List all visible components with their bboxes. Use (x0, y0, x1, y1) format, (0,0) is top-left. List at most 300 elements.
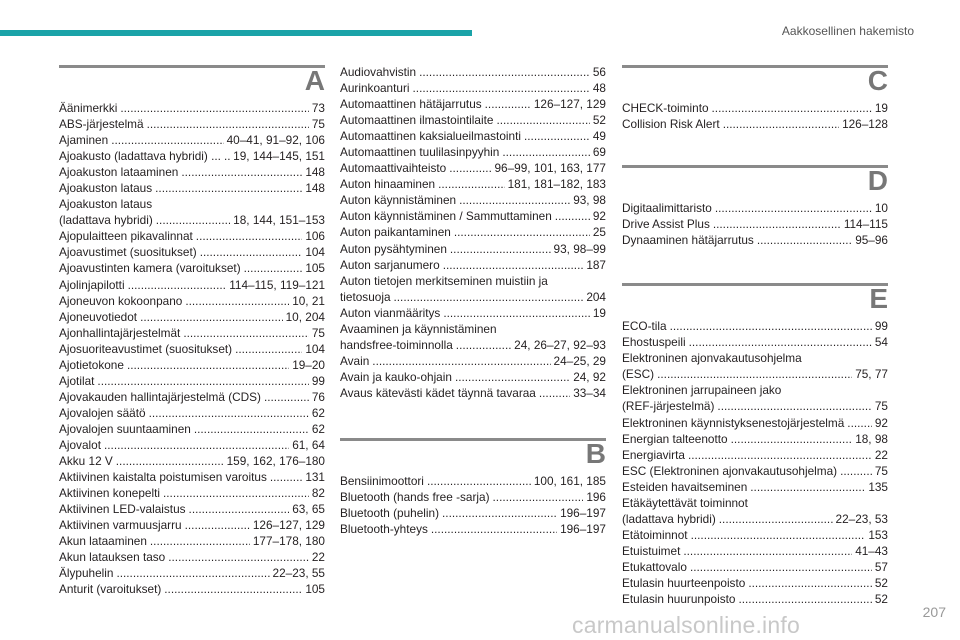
index-entry-term: ECO-tila (622, 319, 667, 334)
index-entry-pages: 19, 144–145, 151 (233, 149, 325, 164)
index-entry (59, 517, 325, 533)
index-entry-pages: 19 (592, 305, 606, 320)
section-rule (622, 283, 888, 286)
index-entry-term: Aktiivinen konepelti (59, 486, 160, 501)
index-entry-pages: 93, 98 (573, 193, 606, 208)
index-entry (59, 100, 325, 116)
index-entry-pages: 73 (311, 101, 325, 115)
index-entry-term: Auton sarjanumero (340, 257, 440, 272)
dot-leader (713, 216, 841, 232)
index-entry (59, 148, 325, 164)
dot-leader (717, 398, 871, 414)
index-entry (59, 421, 325, 437)
index-entry-term: Automaattivaihteisto (340, 161, 447, 176)
index-entry-pages: 96–99, 101, 163, 177 (494, 161, 606, 176)
dot-leader (185, 293, 289, 309)
dot-leader (455, 369, 570, 385)
dot-leader (750, 479, 865, 495)
index-entry-term: Anturit (varoitukset) (59, 582, 162, 597)
index-entry (340, 369, 606, 385)
index-entry-term: Bensiinimoottori (340, 473, 424, 488)
index-entry (59, 469, 325, 485)
index-entry-pages: 22 (311, 550, 325, 565)
index-header-title: Aakkosellinen hakemisto (781, 24, 914, 38)
dot-leader (712, 100, 872, 116)
index-entry-heading: Avaaminen ja käynnistäminen (340, 321, 497, 336)
index-entry-pages: 126–127, 129 (533, 97, 606, 112)
dot-leader (459, 192, 570, 208)
index-entry-term: Akun lataaminen (59, 534, 147, 549)
index-entry-term: Ajovalojen säätö (59, 405, 146, 420)
index-entry-term: Energian talteenotto (622, 431, 728, 446)
index-entry-pages: 62 (311, 405, 325, 420)
section-rule (340, 438, 606, 441)
index-entry-term: Dynaaminen hätäjarrutus (622, 233, 754, 248)
index-entry-term: Etuistuimet (622, 543, 681, 558)
dot-leader (168, 549, 309, 565)
index-entry-term: Avaus kätevästi kädet täynnä tavaraa (340, 385, 536, 400)
dot-leader (690, 559, 872, 575)
index-entry-term: Drive Assist Plus (622, 217, 710, 232)
index-entry-term: (ladattava hybridi) (59, 213, 153, 228)
dot-leader (757, 232, 852, 248)
dot-leader (163, 485, 309, 501)
index-entry-pages: 100, 161, 185 (533, 473, 606, 488)
index-column-2 (340, 64, 606, 537)
section-letter: B (585, 437, 606, 469)
index-entry (340, 353, 606, 369)
index-entry (622, 431, 888, 447)
index-entry-pages: 187 (586, 257, 606, 272)
section-letter: A (304, 65, 325, 96)
index-entry-term: Etukattovalo (622, 559, 687, 574)
dot-leader (688, 447, 872, 463)
index-entry-pages: 75 (874, 399, 888, 414)
dot-leader (155, 180, 302, 196)
index-entry (340, 128, 606, 144)
index-entry-pages: 52 (874, 592, 888, 607)
dot-leader (150, 533, 250, 549)
dot-leader (181, 164, 302, 180)
dot-leader (443, 305, 590, 321)
index-entry (622, 463, 888, 479)
index-entry (622, 527, 888, 543)
index-entry (622, 543, 888, 559)
index-entry (340, 473, 606, 489)
index-entry-pages: 204 (586, 289, 606, 304)
index-entry-pages: 24, 26–27, 92–93 (514, 337, 606, 352)
index-entry (59, 437, 325, 453)
index-entry-term: Aurinkoanturi (340, 81, 410, 96)
index-entry-pages: 82 (311, 486, 325, 501)
index-entry-pages: 105 (305, 582, 325, 597)
index-entry-term: Etulasin huurteenpoisto (622, 575, 746, 590)
index-entry-pages: 41–43 (855, 543, 888, 558)
index-entry (340, 96, 606, 112)
dot-leader (419, 64, 590, 80)
index-entry (622, 100, 888, 116)
dot-leader (270, 469, 302, 485)
index-entry-term: Ajoneuvon kokoonpano (59, 293, 183, 308)
index-entry-pages: 18, 144, 151–153 (233, 213, 325, 228)
index-entry (59, 357, 325, 373)
page-number: 207 (922, 604, 946, 620)
dot-leader (111, 132, 223, 148)
index-entry-term: (REF-järjestelmä) (622, 399, 715, 414)
dot-leader (443, 257, 584, 273)
index-entry-pages: 104 (305, 341, 325, 356)
index-entry-pages: 159, 162, 176–180 (226, 454, 325, 469)
index-entry-term: Automaattinen ilmastointilaite (340, 113, 494, 128)
index-entry-term: Auton käynnistäminen / Sammuttaminen (340, 209, 552, 224)
index-entry-term: Ajoakuston lataaminen (59, 165, 179, 180)
index-entry-term: Esteiden havaitseminen (622, 479, 748, 494)
index-entry-term: Älypuhelin (59, 566, 114, 581)
index-entry-pages: 196–197 (560, 522, 606, 537)
index-entry (59, 389, 325, 405)
section-header-a (59, 56, 325, 100)
index-entry (622, 334, 888, 350)
index-entry-heading: Etäkäytettävät toiminnot (622, 495, 748, 510)
section-header-b (340, 429, 606, 473)
index-entry (59, 373, 325, 389)
dot-leader (502, 144, 590, 160)
index-entry-term: Ajoakusto (ladattava hybridi) ... (59, 149, 221, 164)
index-entry-term: Ajoakuston lataus (59, 181, 153, 196)
index-entry (59, 293, 325, 309)
dot-leader (691, 527, 866, 543)
dot-leader (196, 228, 303, 244)
index-entry-term: Ajovalojen suuntaaminen (59, 421, 191, 436)
dot-leader (264, 389, 309, 405)
index-entry-term: handsfree-toiminnolla (340, 337, 453, 352)
dot-leader (748, 575, 872, 591)
index-entry-heading: Auton tietojen merkitseminen muistiin ja (340, 273, 548, 288)
index-entry-term: tietosuoja (340, 289, 391, 304)
index-entry-pages: 196–197 (560, 506, 606, 521)
dot-leader (164, 581, 302, 597)
dot-leader (140, 309, 283, 325)
index-entry-pages: 181, 181–182, 183 (507, 177, 606, 192)
index-entry-pages: 148 (305, 165, 325, 180)
index-entry-term: ABS-järjestelmä (59, 117, 144, 132)
index-entry (59, 260, 325, 276)
dot-leader (431, 521, 557, 537)
index-entry-pages: 49 (592, 129, 606, 144)
index-entry (340, 521, 606, 537)
dot-leader (235, 341, 302, 357)
index-entry-pages: 75 (874, 463, 888, 478)
index-entry-pages: 22 (874, 447, 888, 462)
dot-leader (723, 116, 839, 132)
dot-leader (224, 148, 230, 164)
index-entry-pages: 92 (592, 209, 606, 224)
index-entry (622, 318, 888, 334)
index-entry-pages: 61, 64 (292, 437, 325, 452)
index-entry-term: Ajosuoriteavustimet (suositukset) (59, 341, 233, 356)
index-entry-pages: 22–23, 55 (272, 566, 325, 581)
index-entry (622, 591, 888, 607)
index-entry-term: Audiovahvistin (340, 65, 417, 79)
index-column-1 (59, 56, 325, 597)
dot-leader (493, 489, 584, 505)
index-entry (59, 341, 325, 357)
index-entry-pages: 48 (592, 81, 606, 96)
index-entry (59, 501, 325, 517)
index-entry-term: Akku 12 V (59, 454, 113, 469)
index-entry-pages: 75 (311, 325, 325, 340)
index-entry-term: Ajoavustinten kamera (varoitukset) (59, 261, 241, 276)
section-entries (340, 64, 606, 401)
index-entry-term: Automaattinen kaksialueilmastointi (340, 129, 521, 144)
index-entry (340, 208, 606, 224)
index-entry-term: Ajoneuvotiedot (59, 309, 138, 324)
index-entry (622, 200, 888, 216)
index-entry-term: Auton hinaaminen (340, 177, 436, 192)
index-entry (59, 453, 325, 469)
section-entries (622, 318, 888, 607)
dot-leader (127, 357, 289, 373)
index-entry-term: Auton pysähtyminen (340, 241, 447, 256)
dot-leader (116, 453, 224, 469)
index-entry-pages: 126–128 (842, 117, 888, 132)
index-entry-pages: 95–96 (855, 233, 888, 248)
index-entry-term: Avain (340, 353, 370, 368)
dot-leader (183, 325, 309, 341)
index-entry-term: Elektroninen käynnistyksenestojärjestelmä (622, 415, 845, 430)
index-entry (622, 511, 888, 527)
index-entry (622, 116, 888, 132)
index-entry-pages: 135 (868, 479, 888, 494)
index-entry (622, 559, 888, 575)
index-entry-term: Auton vianmääritys (340, 305, 441, 320)
dot-leader (657, 366, 852, 382)
dot-leader (450, 241, 551, 257)
index-entry-pages: 126–127, 129 (252, 518, 325, 533)
dot-leader (454, 224, 590, 240)
index-entry-pages: 93, 98–99 (553, 241, 606, 256)
index-entry (622, 366, 888, 382)
header-accent-bar (0, 30, 472, 36)
index-entry (340, 80, 606, 96)
section-entries (59, 100, 325, 597)
index-entry-term: Ajoavustimet (suositukset) (59, 245, 197, 260)
index-entry-pages: 105 (305, 261, 325, 276)
index-entry-pages: 40–41, 91–92, 106 (226, 133, 325, 148)
index-entry-term: Energiavirta (622, 447, 685, 462)
dot-leader (394, 289, 584, 305)
index-entry-term: (ladattava hybridi) (622, 511, 716, 526)
dot-leader (496, 112, 589, 128)
index-entry-term: Aktiivinen LED-valaistus (59, 502, 186, 517)
dot-leader (128, 277, 227, 293)
section-letter: C (867, 65, 888, 96)
index-entry-pages: 18, 98 (855, 431, 888, 446)
index-entry-pages: 24–25, 29 (553, 353, 606, 368)
dot-leader (372, 353, 550, 369)
index-entry (622, 575, 888, 591)
index-entry-pages: 56 (592, 65, 606, 79)
index-entry-pages: 54 (874, 335, 888, 350)
section-header-d (622, 156, 888, 200)
dot-leader (689, 334, 872, 350)
index-entry (59, 164, 325, 180)
section-rule (622, 165, 888, 168)
index-entry (340, 144, 606, 160)
index-column-3 (622, 56, 888, 607)
index-entry (340, 64, 606, 80)
index-entry-term: CHECK-toiminto (622, 101, 709, 115)
index-entry-term: Ajopulaitteen pikavalinnat (59, 229, 193, 244)
index-entry (340, 489, 606, 505)
index-entry-pages: 10, 204 (285, 309, 325, 324)
index-entry-pages: 177–178, 180 (252, 534, 325, 549)
index-entry (59, 212, 325, 228)
dot-leader (719, 511, 833, 527)
index-entry-term: Automaattinen tuulilasinpyyhin (340, 145, 500, 160)
dot-leader (738, 591, 871, 607)
index-entry-pages: 52 (874, 575, 888, 590)
dot-leader (438, 176, 504, 192)
index-entry-term: Digitaalimittaristo (622, 201, 712, 216)
section-letter: E (869, 283, 888, 315)
index-entry-pages: 131 (305, 470, 325, 485)
index-entry-pages: 63, 65 (292, 502, 325, 517)
dot-leader (120, 100, 309, 116)
dot-leader (156, 212, 230, 228)
index-entry-term: Ajaminen (59, 133, 109, 148)
index-entry (59, 116, 325, 132)
index-entry-term: Ajolinjapilotti (59, 277, 125, 292)
index-entry (622, 398, 888, 414)
index-entry-pages: 148 (305, 181, 325, 196)
index-entry-heading: Ajoakuston lataus (59, 197, 153, 212)
index-entry-pages: 106 (305, 229, 325, 244)
section-letter: D (867, 165, 888, 197)
index-entry (59, 228, 325, 244)
index-entry (59, 244, 325, 260)
index-entry-pages: 69 (592, 145, 606, 160)
index-entry-term: Avain ja kauko-ohjain (340, 369, 452, 384)
index-entry-pages: 114–115, 119–121 (229, 277, 325, 292)
index-entry-pages: 10 (874, 201, 888, 216)
index-entry (59, 325, 325, 341)
index-entry-term: ESC (Elektroninen ajonvakautusohjelma) (622, 463, 838, 478)
index-entry (340, 305, 606, 321)
index-entry-pages: 22–23, 53 (835, 511, 888, 526)
index-entry (59, 309, 325, 325)
dot-leader (840, 463, 872, 479)
dot-leader (244, 260, 303, 276)
index-entry-pages: 10, 21 (292, 293, 325, 308)
index-entry-term: Aktiivinen kaistalta poistumisen varoitus (59, 470, 267, 485)
index-entry-term: Bluetooth (hands free -sarja) (340, 490, 490, 505)
index-entry-term: Bluetooth-yhteys (340, 522, 428, 537)
index-entry-term: (ESC) (622, 367, 655, 382)
index-entry-pages: 19–20 (292, 357, 325, 372)
dot-leader (539, 385, 570, 401)
dot-leader (116, 565, 269, 581)
index-entry (59, 405, 325, 421)
index-entry-pages: 99 (311, 373, 325, 388)
index-entry-pages: 104 (305, 245, 325, 260)
dot-leader (194, 421, 309, 437)
dot-leader (670, 318, 872, 334)
index-entry-term: Ajovalot (59, 437, 101, 452)
dot-leader (185, 517, 250, 533)
watermark-text: carmanualsonline.info (572, 612, 800, 638)
index-entry-pages: 24, 92 (573, 369, 606, 384)
section-rule (59, 65, 325, 68)
index-entry (59, 277, 325, 293)
section-header-e (622, 274, 888, 318)
index-entry-pages: 114–115 (843, 217, 888, 232)
index-entry (340, 192, 606, 208)
index-entry (340, 385, 606, 401)
index-entry (622, 415, 888, 431)
index-entry-term: Bluetooth (puhelin) (340, 506, 440, 521)
dot-leader (555, 208, 590, 224)
dot-leader (683, 543, 852, 559)
index-entry (622, 479, 888, 495)
index-entry (622, 232, 888, 248)
index-entry-term: Ehostuspeili (622, 335, 686, 350)
index-entry (622, 216, 888, 232)
index-entry-term: Ajonhallintajärjestelmät (59, 325, 181, 340)
index-entry-term: Ajovakauden hallintajärjestelmä (CDS) (59, 389, 261, 404)
dot-leader (149, 405, 309, 421)
index-entry (340, 160, 606, 176)
index-entry-term: Auton käynnistäminen (340, 193, 457, 208)
index-entry-pages: 76 (311, 389, 325, 404)
dot-leader (442, 505, 557, 521)
index-entry-pages: 52 (592, 113, 606, 128)
section-entries (622, 100, 888, 132)
index-entry-pages: 92 (874, 415, 888, 430)
index-entry (340, 176, 606, 192)
index-entry-term: Automaattinen hätäjarrutus (340, 97, 482, 112)
index-entry (59, 533, 325, 549)
index-entry-term: Auton paikantaminen (340, 225, 451, 240)
index-entry-pages: 33–34 (573, 385, 606, 400)
dot-leader (147, 116, 309, 132)
section-entries (340, 473, 606, 537)
index-entry-pages: 99 (874, 319, 888, 334)
section-entries (622, 200, 888, 248)
index-entry (59, 549, 325, 565)
dot-leader (97, 373, 308, 389)
index-entry-term: Etulasin huurunpoisto (622, 592, 736, 607)
index-entry (59, 180, 325, 196)
section-rule (622, 65, 888, 68)
index-entry (340, 257, 606, 273)
index-entry-heading: Elektroninen jarrupaineen jako (622, 383, 782, 398)
dot-leader (104, 437, 289, 453)
section-header-c (622, 56, 888, 100)
index-entry (59, 485, 325, 501)
index-entry-pages: 75, 77 (855, 367, 888, 382)
index-entry (59, 132, 325, 148)
index-entry-pages: 25 (592, 225, 606, 240)
index-entry-pages: 196 (586, 490, 606, 505)
index-entry (340, 241, 606, 257)
dot-leader (413, 80, 590, 96)
index-entry (59, 565, 325, 581)
index-entry (59, 581, 325, 597)
index-entry-pages: 62 (311, 421, 325, 436)
dot-leader (715, 200, 872, 216)
index-entry-term: Collision Risk Alert (622, 117, 720, 132)
